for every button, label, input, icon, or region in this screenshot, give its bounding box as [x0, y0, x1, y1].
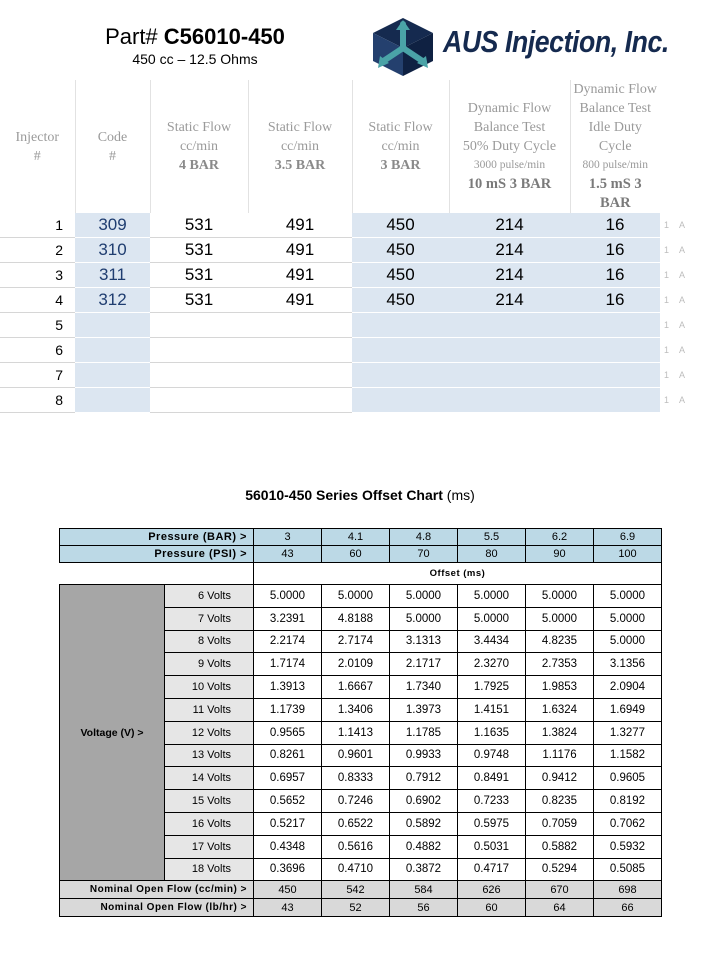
voltage-axis-label: Voltage (V) >	[60, 585, 165, 881]
dynamic-50-cell	[449, 388, 570, 413]
side-marks-cell	[660, 338, 720, 363]
offset-value-cell: 3.2391	[254, 607, 322, 630]
nominal-cc-row	[60, 881, 662, 899]
static-35bar-cell: 491	[248, 238, 352, 263]
static-4bar-cell: 531	[150, 238, 248, 263]
side-mark: 1	[664, 220, 670, 231]
side-marks-cell	[660, 213, 720, 238]
offset-chart-table	[59, 528, 662, 917]
side-mark: A	[679, 245, 686, 255]
offset-value-cell: 0.9748	[458, 744, 526, 767]
header-line: 3 BAR	[380, 158, 421, 173]
side-mark: 1	[664, 345, 670, 355]
static-3bar-cell	[352, 338, 449, 363]
injector-header-row	[0, 80, 720, 213]
static-4bar-cell	[150, 388, 248, 413]
header-line: #	[33, 148, 41, 164]
voltage-cell: 18 Volts	[165, 858, 254, 881]
chart-title-text: 56010-450 Series Offset Chart	[245, 487, 443, 503]
code-cell	[75, 313, 150, 338]
offset-value-cell: 2.0109	[322, 653, 390, 676]
injector-row	[0, 313, 720, 338]
nominal-lb-row-value: 43	[254, 899, 322, 917]
dynamic-idle-cell: 16	[570, 263, 660, 288]
header-spacer	[660, 80, 720, 213]
voltage-cell: 9 Volts	[165, 653, 254, 676]
offset-value-cell: 1.3824	[526, 721, 594, 744]
offset-value-cell: 1.7925	[458, 676, 526, 699]
offset-value-cell: 5.0000	[390, 607, 458, 630]
injector-row	[0, 338, 720, 363]
offset-value-cell: 0.7062	[594, 812, 662, 835]
offset-value-cell: 5.0000	[526, 607, 594, 630]
code-cell: 309	[75, 213, 150, 238]
nominal-lb-row-value: 64	[526, 899, 594, 917]
offset-value-cell: 1.1582	[594, 744, 662, 767]
offset-value-cell: 1.3973	[390, 698, 458, 721]
header-line: #	[109, 148, 116, 164]
chart-title-unit: (ms)	[446, 487, 475, 503]
voltage-cell: 13 Volts	[165, 744, 254, 767]
pressure-psi-row-label: Pressure (PSI) >	[60, 546, 254, 563]
header-injector	[0, 80, 75, 213]
side-mark: 1	[664, 295, 670, 305]
offset-value-cell: 1.1785	[390, 721, 458, 744]
static-4bar-cell	[150, 338, 248, 363]
injector-number-cell: 6	[0, 338, 75, 363]
offset-value-cell: 0.7246	[322, 790, 390, 813]
pressure-bar-row-value: 3	[254, 529, 322, 546]
static-4bar-cell	[150, 313, 248, 338]
nominal-cc-row-value: 670	[526, 881, 594, 899]
voltage-row	[60, 585, 662, 608]
static-35bar-cell: 491	[248, 263, 352, 288]
side-mark: 1	[664, 370, 670, 380]
static-35bar-cell	[248, 313, 352, 338]
static-4bar-cell: 531	[150, 263, 248, 288]
header-dynamic-idle	[570, 80, 660, 213]
header-line: Static Flow	[267, 120, 333, 135]
offset-value-cell: 1.7174	[254, 653, 322, 676]
dynamic-50-cell: 214	[449, 288, 570, 313]
offset-value-cell: 5.0000	[254, 585, 322, 608]
dynamic-50-cell: 214	[449, 238, 570, 263]
static-3bar-cell	[352, 363, 449, 388]
offset-value-cell: 3.1356	[594, 653, 662, 676]
dynamic-idle-cell	[570, 338, 660, 363]
dynamic-idle-cell: 16	[570, 238, 660, 263]
offset-value-cell: 4.8235	[526, 630, 594, 653]
header-static-35bar	[248, 80, 352, 213]
offset-value-cell: 0.7912	[390, 767, 458, 790]
voltage-cell: 10 Volts	[165, 676, 254, 699]
injector-row	[0, 363, 720, 388]
pressure-bar-row-label: Pressure (BAR) >	[60, 529, 254, 546]
offset-value-cell: 2.7174	[322, 630, 390, 653]
side-mark: 1	[664, 245, 670, 255]
offset-value-cell: 5.0000	[526, 585, 594, 608]
offset-value-cell: 1.1739	[254, 698, 322, 721]
code-cell: 310	[75, 238, 150, 263]
offset-value-cell: 0.5652	[254, 790, 322, 813]
nominal-cc-row-value: 584	[390, 881, 458, 899]
nominal-lb-row-value: 52	[322, 899, 390, 917]
offset-value-cell: 0.4882	[390, 835, 458, 858]
offset-value-cell: 1.6667	[322, 676, 390, 699]
offset-value-cell: 0.4348	[254, 835, 322, 858]
offset-value-cell: 0.9412	[526, 767, 594, 790]
offset-value-cell: 5.0000	[322, 585, 390, 608]
injector-number-cell: 7	[0, 363, 75, 388]
header-line: cc/min	[280, 139, 320, 154]
injector-row	[0, 388, 720, 413]
static-35bar-cell	[248, 338, 352, 363]
voltage-cell: 7 Volts	[165, 607, 254, 630]
header-line: 3.5 BAR	[274, 158, 326, 173]
offset-value-cell: 1.6949	[594, 698, 662, 721]
offset-value-cell: 0.5975	[458, 812, 526, 835]
offset-value-cell: 0.4717	[458, 858, 526, 881]
offset-value-cell: 0.5294	[526, 858, 594, 881]
offset-value-cell: 0.5031	[458, 835, 526, 858]
pressure-psi-row-value: 100	[594, 546, 662, 563]
header-line: Dynamic Flow	[573, 82, 658, 97]
header-line: 50% Duty Cycle	[462, 139, 557, 154]
offset-value-cell: 0.5085	[594, 858, 662, 881]
static-3bar-cell: 450	[352, 238, 449, 263]
static-4bar-cell	[150, 363, 248, 388]
side-marks-cell	[660, 263, 720, 288]
side-mark: A	[679, 345, 686, 355]
logo-text: AUS Injection, Inc.	[443, 24, 669, 59]
pressure-psi-row	[60, 546, 662, 563]
offset-value-cell: 5.0000	[594, 585, 662, 608]
offset-value-cell: 5.0000	[458, 607, 526, 630]
injector-number-cell: 2	[0, 238, 75, 263]
dynamic-idle-cell	[570, 313, 660, 338]
dynamic-idle-cell: 16	[570, 288, 660, 313]
side-mark: A	[679, 370, 686, 380]
injector-number-cell: 8	[0, 388, 75, 413]
nominal-cc-row-value: 626	[458, 881, 526, 899]
offset-value-cell: 5.0000	[594, 630, 662, 653]
part-line	[60, 24, 330, 50]
part-prefix: Part#	[105, 24, 158, 49]
offset-value-cell: 0.7233	[458, 790, 526, 813]
offset-value-cell: 0.3872	[390, 858, 458, 881]
header-line: Balance Test	[473, 120, 546, 135]
offset-value-cell: 0.8261	[254, 744, 322, 767]
injector-flow-table	[0, 80, 720, 413]
title-block	[60, 24, 330, 68]
spec-line: 450 cc – 12.5 Ohms	[132, 51, 258, 67]
nominal-lb-row-label: Nominal Open Flow (lb/hr) >	[60, 899, 254, 917]
offset-value-cell: 0.9601	[322, 744, 390, 767]
offset-value-cell: 0.6957	[254, 767, 322, 790]
nominal-cc-row-label: Nominal Open Flow (cc/min) >	[60, 881, 254, 899]
injector-number-cell: 4	[0, 288, 75, 313]
side-marks-cell	[660, 238, 720, 263]
nominal-lb-row-value: 60	[458, 899, 526, 917]
header-line: cc/min	[381, 139, 420, 154]
voltage-cell: 16 Volts	[165, 812, 254, 835]
offset-value-cell: 2.3270	[458, 653, 526, 676]
offset-chart-body	[60, 529, 662, 917]
offset-value-cell: 5.0000	[458, 585, 526, 608]
offset-value-cell: 5.0000	[594, 607, 662, 630]
offset-value-cell: 0.9605	[594, 767, 662, 790]
voltage-cell: 17 Volts	[165, 835, 254, 858]
offset-value-cell: 0.9933	[390, 744, 458, 767]
offset-value-cell: 0.6902	[390, 790, 458, 813]
header-static-3bar	[352, 80, 449, 213]
injector-table-body	[0, 213, 720, 413]
offset-chart-title	[0, 487, 720, 503]
pressure-bar-row-value: 6.9	[594, 529, 662, 546]
pressure-psi-row-value: 80	[458, 546, 526, 563]
static-3bar-cell	[352, 388, 449, 413]
offset-label-spacer	[60, 563, 254, 585]
nominal-cc-row-value: 450	[254, 881, 322, 899]
offset-value-cell: 0.9565	[254, 721, 322, 744]
side-mark: 1	[664, 320, 670, 330]
dynamic-idle-cell	[570, 388, 660, 413]
header-line: 3000 pulse/min	[473, 159, 546, 171]
injector-row	[0, 213, 720, 238]
header-line: Idle Duty Cycle	[588, 120, 642, 154]
offset-value-cell: 3.4434	[458, 630, 526, 653]
static-35bar-cell: 491	[248, 288, 352, 313]
voltage-cell: 12 Volts	[165, 721, 254, 744]
header-line: Code	[97, 129, 128, 145]
nominal-cc-row-value: 698	[594, 881, 662, 899]
static-4bar-cell: 531	[150, 288, 248, 313]
dynamic-idle-cell	[570, 363, 660, 388]
offset-value-cell: 0.8192	[594, 790, 662, 813]
header-line: Static Flow	[166, 120, 232, 135]
code-cell	[75, 338, 150, 363]
static-4bar-cell: 531	[150, 213, 248, 238]
offset-value-cell: 0.3696	[254, 858, 322, 881]
pressure-psi-row-value: 90	[526, 546, 594, 563]
header-line: Static Flow	[368, 120, 433, 135]
part-number: C56010-450	[163, 24, 285, 49]
nominal-lb-row	[60, 899, 662, 917]
header-line: Injector	[15, 129, 60, 145]
nominal-lb-row-value: 66	[594, 899, 662, 917]
voltage-cell: 14 Volts	[165, 767, 254, 790]
offset-label: Offset (ms)	[254, 563, 662, 585]
side-marks-cell	[660, 288, 720, 313]
offset-value-cell: 0.5217	[254, 812, 322, 835]
offset-value-cell: 1.9853	[526, 676, 594, 699]
voltage-cell: 15 Volts	[165, 790, 254, 813]
offset-value-cell: 0.6522	[322, 812, 390, 835]
dynamic-idle-cell: 16	[570, 213, 660, 238]
injector-row	[0, 263, 720, 288]
static-3bar-cell: 450	[352, 213, 449, 238]
pressure-bar-row-value: 5.5	[458, 529, 526, 546]
pressure-bar-row	[60, 529, 662, 546]
side-mark: A	[679, 270, 686, 280]
side-mark: 1	[664, 270, 670, 280]
header-line: 4 BAR	[178, 158, 220, 173]
side-mark: A	[679, 220, 686, 231]
offset-value-cell: 1.3913	[254, 676, 322, 699]
injector-row	[0, 288, 720, 313]
offset-value-cell: 1.1635	[458, 721, 526, 744]
offset-value-cell: 3.1313	[390, 630, 458, 653]
static-3bar-cell: 450	[352, 288, 449, 313]
voltage-cell: 11 Volts	[165, 698, 254, 721]
code-cell	[75, 388, 150, 413]
offset-value-cell: 2.7353	[526, 653, 594, 676]
pressure-psi-row-value: 60	[322, 546, 390, 563]
code-cell	[75, 363, 150, 388]
static-35bar-cell	[248, 363, 352, 388]
offset-value-cell: 0.4710	[322, 858, 390, 881]
static-35bar-cell: 491	[248, 213, 352, 238]
offset-value-cell: 0.5882	[526, 835, 594, 858]
header-line: 800 pulse/min	[582, 159, 648, 171]
header-line: Balance Test	[579, 101, 651, 116]
nominal-lb-row-value: 56	[390, 899, 458, 917]
dynamic-50-cell	[449, 363, 570, 388]
offset-label-row	[60, 563, 662, 585]
side-mark: A	[679, 295, 686, 305]
offset-value-cell: 0.5932	[594, 835, 662, 858]
offset-value-cell: 0.5892	[390, 812, 458, 835]
offset-value-cell: 1.1413	[322, 721, 390, 744]
pressure-bar-row-value: 6.2	[526, 529, 594, 546]
header-line: 1.5 mS 3 BAR	[588, 176, 642, 211]
side-mark: 1	[664, 395, 670, 405]
header-dynamic-50	[449, 80, 570, 213]
pressure-bar-row-value: 4.8	[390, 529, 458, 546]
offset-value-cell: 0.8333	[322, 767, 390, 790]
offset-value-cell: 0.8491	[458, 767, 526, 790]
offset-value-cell: 4.8188	[322, 607, 390, 630]
side-marks-cell	[660, 388, 720, 413]
code-cell: 312	[75, 288, 150, 313]
pressure-psi-row-value: 43	[254, 546, 322, 563]
side-mark: A	[679, 395, 686, 405]
offset-value-cell: 1.3406	[322, 698, 390, 721]
offset-value-cell: 0.5616	[322, 835, 390, 858]
code-cell: 311	[75, 263, 150, 288]
voltage-cell: 6 Volts	[165, 585, 254, 608]
pressure-psi-row-value: 70	[390, 546, 458, 563]
header-line: Dynamic Flow	[467, 101, 552, 116]
injector-number-cell: 1	[0, 213, 75, 238]
injector-number-cell: 5	[0, 313, 75, 338]
injector-number-cell: 3	[0, 263, 75, 288]
dynamic-50-cell	[449, 338, 570, 363]
offset-value-cell: 1.1176	[526, 744, 594, 767]
dynamic-50-cell: 214	[449, 263, 570, 288]
header-line: cc/min	[179, 139, 219, 154]
offset-value-cell: 1.4151	[458, 698, 526, 721]
side-marks-cell	[660, 313, 720, 338]
dynamic-50-cell	[449, 313, 570, 338]
offset-value-cell: 1.3277	[594, 721, 662, 744]
logo-cube-icon	[370, 16, 436, 78]
offset-value-cell: 0.7059	[526, 812, 594, 835]
injector-row	[0, 238, 720, 263]
static-3bar-cell: 450	[352, 263, 449, 288]
static-35bar-cell	[248, 388, 352, 413]
header-static-4bar	[150, 80, 248, 213]
offset-value-cell: 2.2174	[254, 630, 322, 653]
pressure-bar-row-value: 4.1	[322, 529, 390, 546]
side-mark: A	[679, 320, 686, 330]
offset-value-cell: 5.0000	[390, 585, 458, 608]
offset-value-cell: 2.0904	[594, 676, 662, 699]
side-marks-cell	[660, 363, 720, 388]
header-code	[75, 80, 150, 213]
offset-value-cell: 1.6324	[526, 698, 594, 721]
nominal-cc-row-value: 542	[322, 881, 390, 899]
company-logo	[370, 16, 700, 78]
offset-value-cell: 0.8235	[526, 790, 594, 813]
offset-value-cell: 1.7340	[390, 676, 458, 699]
offset-value-cell: 2.1717	[390, 653, 458, 676]
static-3bar-cell	[352, 313, 449, 338]
voltage-cell: 8 Volts	[165, 630, 254, 653]
header-line: 10 mS 3 BAR	[467, 176, 552, 192]
dynamic-50-cell: 214	[449, 213, 570, 238]
